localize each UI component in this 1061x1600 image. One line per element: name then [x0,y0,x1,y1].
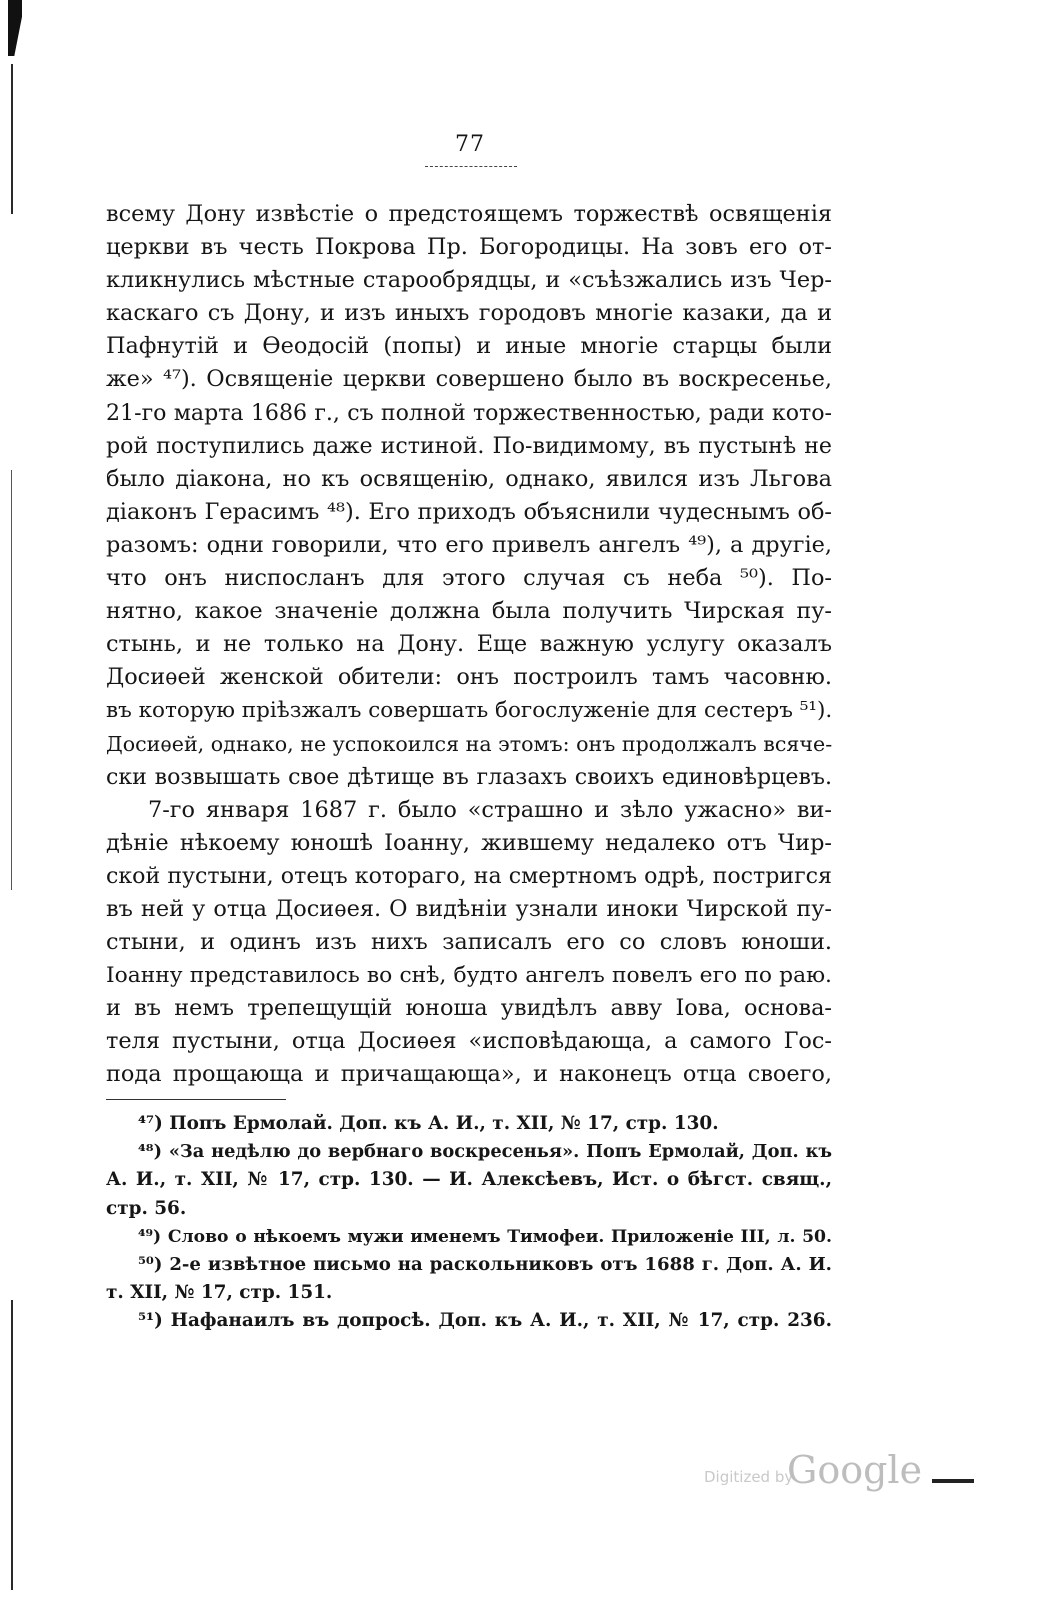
text-line: каскаго съ Дону, и изъ иныхъ городовъ многіе казаки, да и [106,300,832,327]
footnote-line: ⁵¹) Нафанаилъ въ допросѣ. Доп. къ А. И., т. XII, № 17, стр. 236. [138,1310,832,1332]
text-line: же» ⁴⁷). Освященіе церкви совершено было въ воскресенье, [106,366,832,393]
text-line: было діакона, но къ освященію, однако, явился изъ Льгова [106,465,832,492]
text-line: кликнулись мѣстные старообрядцы, и «съѣзжались изъ Чер- [106,267,832,294]
footnotes [106,1110,832,1336]
scan-edge-line [11,470,12,890]
text-line: ской пустыни, отецъ котораго, на смертномъ одрѣ, постригся [106,862,832,889]
digitized-watermark [704,1450,1004,1500]
scan-edge-line [11,1300,13,1590]
text-line: діаконъ Герасимъ ⁴⁸). Его приходъ объяснили чудеснымъ об- [106,498,832,525]
text-line: и въ немъ трепещущій юноша увидѣлъ авву Іова, основа- [106,995,832,1022]
text-line: Іоанну представилось во снѣ, будто ангелъ повелъ его по раю. [106,963,832,989]
footnote-line: ⁴⁸) «За недѣлю до вербнаго воскресенья». Попъ Ермолай, Доп. къ [138,1141,832,1163]
main-text [106,198,832,1092]
text-line: Досиѳей, однако, не успокоился на этомъ: онъ продолжалъ всяче- [106,731,833,756]
scan-dash-mark [932,1479,974,1483]
scan-corner-mark [8,0,22,56]
text-line: стынь, и не только на Дону. Еще важную услугу оказалъ [106,631,832,658]
digitized-by-label: Digitized by [704,1468,794,1486]
footnote-line: ⁵⁰) 2-е извѣтное письмо на раскольниковъ отъ 1688 г. Доп. А. И. [138,1253,832,1275]
footnote-line: стр. 56. [106,1197,187,1219]
page-number: 77 [455,132,485,157]
text-line: стыни, и одинъ изъ нихъ записалъ его со словъ юноши. [106,929,832,956]
text-line: нятно, какое значеніе должна была получить Чирская пу- [106,598,832,625]
text-line: дѣніе нѣкоему юношѣ Іоанну, жившему недалеко отъ Чир- [106,829,832,856]
footnote-line: ⁴⁷) Попъ Ермолай. Доп. къ А. И., т. XII, № 17, стр. 130. [138,1113,719,1134]
text-line: Пафнутій и Ѳеодосій (попы) и иные многіе старцы были [106,333,832,360]
text-line: рой поступились даже истиной. По-видимому, въ пустынѣ не [106,432,832,459]
google-logo: Google [787,1448,923,1492]
text-line: 7-го января 1687 г. было «страшно и зѣло ужасно» ви- [148,796,832,823]
text-line: теля пустыни, отца Досиѳея «исповѣдающа, а самого Гос- [106,1028,832,1055]
page-number-rule [425,166,517,167]
text-line: всему Дону извѣстіе о предстоящемъ торжествѣ освященія [106,201,832,227]
text-line: разомъ: одни говорили, что его привелъ ангелъ ⁴⁹), а другіе, [106,531,832,558]
footnote-line: ⁴⁹) Слово о нѣкоемъ мужи именемъ Тимофеи. Приложеніе III, л. 50. [138,1226,832,1247]
text-line: церкви въ честь Покрова Пр. Богородицы. На зовъ его от- [106,234,832,261]
text-line: ски возвышать свое дѣтище въ глазахъ своихъ единовѣрцевъ. [106,763,832,790]
text-line: что онъ ниспосланъ для этого случая съ неба ⁵⁰). По- [106,565,832,592]
footnote-separator [106,1099,286,1100]
text-line: въ ней у отца Досиѳея. О видѣніи узнали иноки Чирской пу- [106,895,832,922]
text-line: въ которую пріѣзжалъ совершать богослуженіе для сестеръ ⁵¹). [106,698,833,724]
footnote-line: А. И., т. XII, № 17, стр. 130. — И. Алексѣевъ, Ист. о бѣгст. свящ., [106,1169,832,1191]
text-line: Досиѳей женской обители: онъ построилъ тамъ часовню. [106,664,832,691]
footnote-line: т. XII, № 17, стр. 151. [106,1282,333,1304]
text-line: пода прощающа и причащающа», и наконецъ отца своего, [106,1061,832,1088]
text-line: 21-го марта 1686 г., съ полной торжественностью, ради кото- [106,399,832,426]
